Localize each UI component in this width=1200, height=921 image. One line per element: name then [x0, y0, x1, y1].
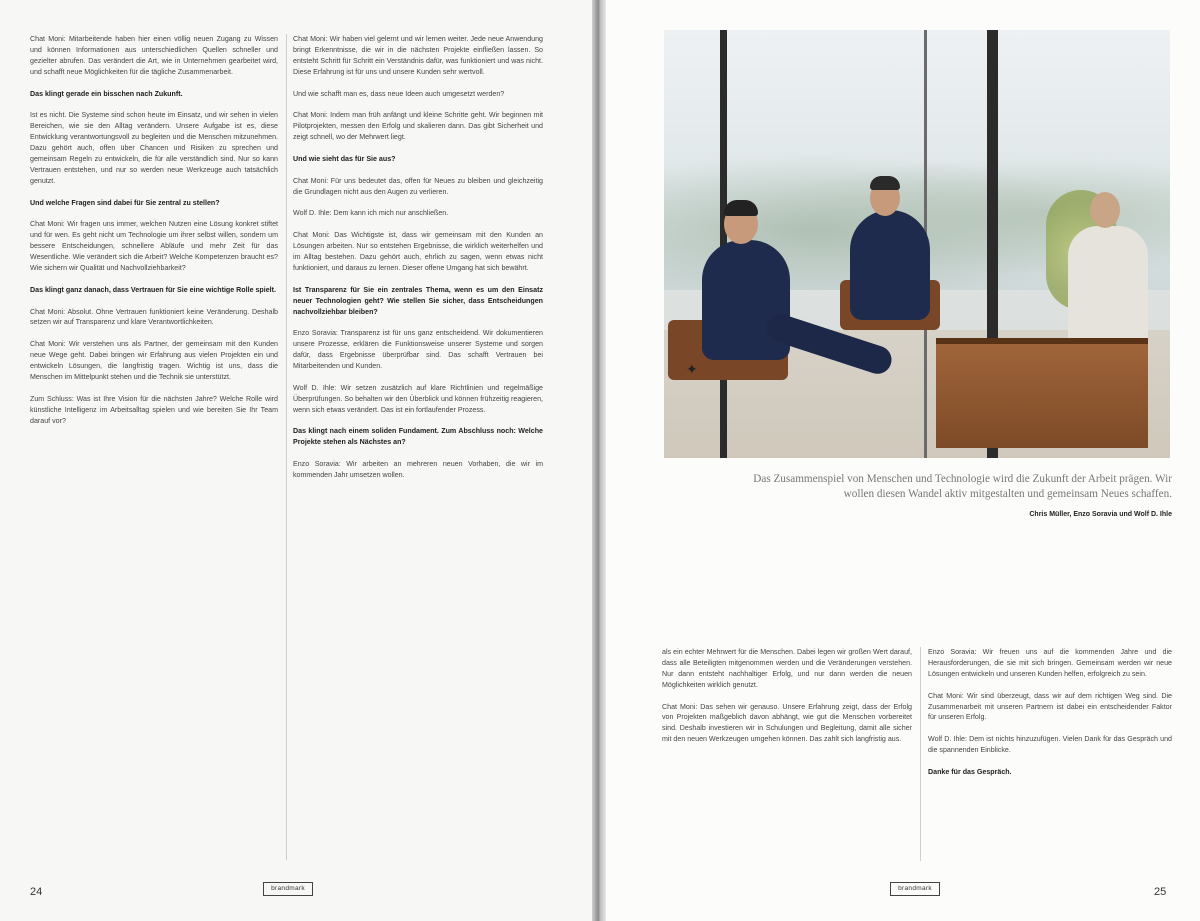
interview-question: Ist Transparenz für Sie ein zentrales Thema, wenn es um den Einsatz neuer Technologien geht? Wie stellen Sie sicher, dass Entscheidungen nachvollziehbar bleiben? [293, 285, 543, 316]
paragraph: Enzo Soravia: Transparenz ist für uns ganz entscheidend. Wir dokumentieren unsere Prozesse, erklären die Funktionsweise unserer Systeme und sorgen dafür, dass Ergebnisse überprüfbar sind. Das schafft Vertrauen bei Mitarbeitenden und Kunden. [293, 329, 543, 371]
right-column-1 [662, 647, 912, 745]
brand-logo-left: brandmark [263, 882, 313, 896]
column-divider [920, 647, 921, 861]
paragraph: Chat Moni: Wir verstehen uns als Partner, der gemeinsam mit den Kunden neue Wege geht. Dabei bringen wir Erfahrung aus vielen Projekten ein und entwickeln Lösungen, die langfristig tragen. Wichtig ist uns, dass die Menschen im Mittelpunkt stehen und die Technik sie unterstützt. [30, 340, 278, 381]
paragraph: Chat Moni: Indem man früh anfängt und kleine Schritte geht. Wir beginnen mit Pilotprojekten, messen den Erfolg und skalieren dann. Das gibt Sicherheit und zeigt schnell, wo der Mehrwert liegt. [293, 111, 543, 142]
left-column-1 [30, 34, 278, 427]
paragraph: Chat Moni: Für uns bedeutet das, offen für Neues zu bleiben und gleichzeitig die Grundlagen nicht aus den Augen zu verlieren. [293, 176, 543, 196]
paragraph: Chat Moni: Wir fragen uns immer, welchen Nutzen eine Lösung konkret stiftet und für wen. Es geht nicht um Technologie um ihrer selbst willen, sondern um bessere Entscheidungen, schnellere Abläufe und mehr Zeit für das Wesentliche. Wie verändert sich die Arbeit? Welche Kompetenzen braucht es? Wie sichern wir Qualität und Nachvollziehbarkeit? [30, 220, 278, 272]
right-column-2 [928, 647, 1172, 778]
interview-question: Das klingt gerade ein bisschen nach Zukunft. [30, 89, 183, 98]
paragraph: Wolf D. Ihle: Dem ist nichts hinzuzufügen. Vielen Dank für das Gespräch und die spannenden Einblicke. [928, 735, 1172, 755]
left-column-2 [293, 34, 543, 481]
column-divider [286, 34, 287, 860]
paragraph: Wolf D. Ihle: Wir setzen zusätzlich auf klare Richtlinien und regelmäßige Überprüfungen. So behalten wir den Überblick und können frühzeitig reagieren, wenn sich etwas verändert. Das ist ein fortlaufender Prozess. [293, 383, 543, 414]
page-number-left: 24 [30, 886, 43, 898]
paragraph: Zum Schluss: Was ist Ihre Vision für die nächsten Jahre? Welche Rolle wird künstliche Intelligenz im Arbeitsalltag spielen und wie bereiten Sie Ihr Team darauf vor? [30, 394, 278, 425]
interview-question: Das klingt ganz danach, dass Vertrauen für Sie eine wichtige Rolle spielt. [30, 285, 276, 294]
paragraph: Chat Moni: Mitarbeitende haben hier einen völlig neuen Zugang zu Wissen und können Informationen aus unterschiedlichen Quellen schneller und gezielter abrufen. Das verändert die Art, wie in Unternehmen gearbeitet wird, und schafft neue Möglichkeiten für die tägliche Zusammenarbeit. [30, 35, 278, 76]
paragraph: als ein echter Mehrwert für die Menschen. Dabei legen wir großen Wert darauf, dass alle Beteiligten mitgenommen werden und die Veränderungen verstehen. Nur dann entsteht nachhaltiger Erfolg, und nur dann werden die neuen Möglichkeiten wirklich genutzt. [662, 648, 912, 689]
interview-question: Danke für das Gespräch. [928, 767, 1012, 776]
brand-logo-right: brandmark [890, 882, 940, 896]
meeting-photo [664, 30, 1170, 458]
paragraph: Enzo Soravia: Wir arbeiten an mehreren neuen Vorhaben, die wir im kommenden Jahr umsetzen wollen. [293, 460, 543, 480]
book-gutter [592, 0, 606, 921]
paragraph: Chat Moni: Wir sind überzeugt, dass wir auf dem richtigen Weg sind. Die Zusammenarbeit mit unseren Partnern ist dabei ein entscheidender Faktor für unseren Erfolg. [928, 691, 1172, 722]
quote-attribution: Chris Müller, Enzo Soravia und Wolf D. Ihle [1029, 511, 1172, 518]
paragraph: Chat Moni: Das Wichtigste ist, dass wir gemeinsam mit den Kunden an Lösungen arbeiten. Nur so entstehen Ergebnisse, die wirklich weiterhelfen und im Alltag bestehen. Dazu gehört auch, ehrlich zu sagen, wenn etwas nicht funktioniert, und daraus zu lernen. Dieser offene Umgang hat sich bewährt. [293, 231, 543, 272]
right-page [606, 0, 1200, 921]
left-page [0, 0, 592, 921]
interview-question: Und welche Fragen sind dabei für Sie zentral zu stellen? [30, 198, 220, 207]
pull-quote: Das Zusammenspiel von Menschen und Technologie wird die Zukunft der Arbeit prägen. Wir wollen diesen Wandel aktiv mitgestalten und gemeinsam Neues schaffen. [753, 473, 1172, 500]
paragraph: Chat Moni: Das sehen wir genauso. Unsere Erfahrung zeigt, dass der Erfolg von Projekten maßgeblich davon abhängt, wie gut die Menschen vorbereitet sind. Deshalb investieren wir in Schulungen und Begleitung, damit alle sicher mit den neuen Werkzeugen umgehen können. Das zahlt sich langfristig aus. [662, 702, 912, 744]
paragraph: Ist es nicht. Die Systeme sind schon heute im Einsatz, und wir sehen in vielen Bereichen, wie sie den Alltag verändern. Unsere Aufgabe ist es, diese Entwicklung verantwortungsvoll zu begleiten und die Menschen mitzunehmen. Dazu gehört auch, offen über Chancen und Risiken zu sprechen und gemeinsam Regeln zu entwickeln, die für alle verständlich sind. Nur so kann Vertrauen entstehen, und nur so werden neue Werkzeuge auch tatsächlich genutzt. [30, 111, 278, 185]
paragraph: Chat Moni: Absolut. Ohne Vertrauen funktioniert keine Veränderung. Deshalb setzen wir auf Transparenz und klare Verantwortlichkeiten. [30, 307, 278, 327]
paragraph: Und wie schafft man es, dass neue Ideen auch umgesetzt werden? [293, 89, 505, 98]
paragraph: Wolf D. Ihle: Dem kann ich mich nur anschließen. [293, 209, 449, 218]
paragraph: Enzo Soravia: Wir freuen uns auf die kommenden Jahre und die Herausforderungen, die sie mit sich bringen. Gemeinsam werden wir neue Lösungen entwickeln und unseren Kunden helfen, erfolgreich zu sein. [928, 648, 1172, 678]
interview-question: Und wie sieht das für Sie aus? [293, 154, 396, 163]
paragraph: Chat Moni: Wir haben viel gelernt und wir lernen weiter. Jede neue Anwendung bringt Erkenntnisse, die wir in die nächsten Projekte einfließen lassen. So entsteht Schritt für Schritt ein Verständnis dafür, was funktioniert und was nicht. Diese Erfahrung ist für uns und unsere Kunden sehr wertvoll. [293, 35, 543, 76]
page-number-right: 25 [1154, 886, 1167, 898]
bird-icon: ✦ [686, 361, 698, 377]
interview-question: Das klingt nach einem soliden Fundament. Zum Abschluss noch: Welche Projekte stehen als Nächstes an? [293, 427, 543, 447]
